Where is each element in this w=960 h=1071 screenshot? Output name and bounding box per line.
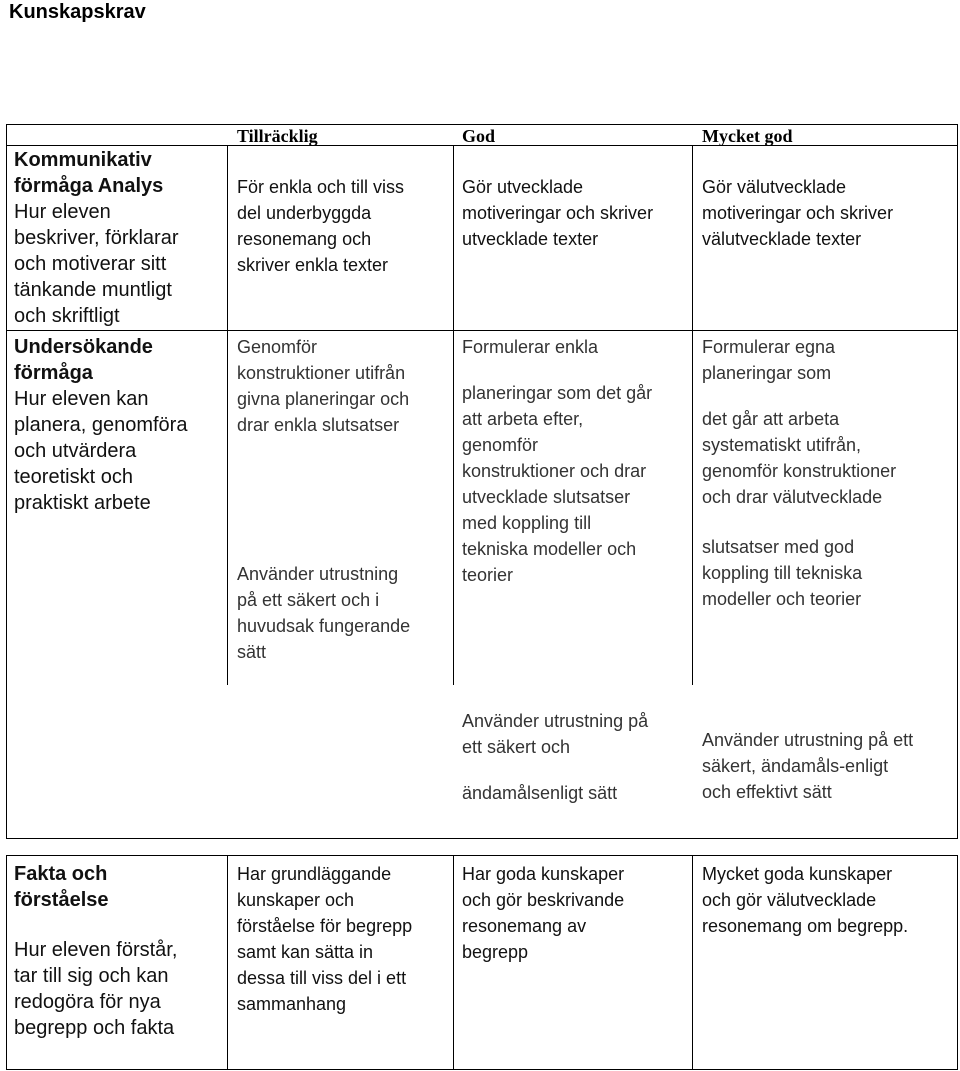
heading-line: Fakta och [14,863,108,885]
cell-line: systematiskt utifrån, [702,435,862,455]
cell-line: Använder utrustning på [462,711,649,731]
cell-line: del underbyggda [237,203,372,223]
cell-line: planeringar som [702,363,832,383]
cell-line: konstruktioner och drar [462,461,647,481]
cell-line: Gör utvecklade [462,177,584,197]
cell-investigative-mycket-god-planning [702,406,896,510]
cell-line: genomför [462,435,539,455]
heading-line: förmåga [14,362,93,384]
column-header-god: God [462,126,496,146]
heading-line: Kommunikativ [14,149,152,171]
cell-line: Har grundläggande [237,864,392,884]
cell-line: utvecklade slutsatser [462,487,631,507]
cell-line: resonemang och [237,229,372,249]
desc-line: och skriftligt [14,305,120,327]
table-divider [453,145,454,685]
cell-line: genomför konstruktioner [702,461,897,481]
cell-line: och drar välutvecklade [702,487,883,507]
row-heading-investigative [14,334,153,386]
cell-line: förståelse för begrepp [237,916,413,936]
cell-line: planeringar som det går [462,383,653,403]
cell-line: Formulerar enkla [462,337,599,357]
cell-line: det går att arbeta [702,409,840,429]
page-title: Kunskapskrav [9,1,146,23]
cell-line: För enkla och till viss [237,177,405,197]
desc-line: praktiskt arbete [14,492,151,514]
desc-line: beskriver, förklarar [14,227,179,249]
cell-line: dessa till viss del i ett [237,968,407,988]
cell-communication-god [462,174,653,252]
cell-line: huvudsak fungerande [237,616,411,636]
desc-line: tänkande muntligt [14,279,172,301]
cell-line: begrepp [462,942,529,962]
cell-line: utvecklade texter [462,229,599,249]
cell-line: på ett säkert och i [237,590,380,610]
cell-line: sätt [237,642,267,662]
heading-line: Undersökande [14,336,153,358]
cell-investigative-god-equipment-end [462,780,617,806]
cell-line: ändamålsenligt sätt [462,783,618,803]
cell-investigative-tillracklig-planning [237,334,409,438]
table-divider [227,855,228,1070]
cell-facts-mycket-god [702,861,908,939]
cell-line: Genomför [237,337,318,357]
cell-line: Använder utrustning på ett [702,730,914,750]
cell-line: sammanhang [237,994,347,1014]
row-heading-communication [14,147,163,199]
cell-line: att arbeta efter, [462,409,584,429]
cell-line: koppling till tekniska [702,563,863,583]
cell-line: Mycket goda kunskaper [702,864,893,884]
cell-investigative-mycket-god-conclusions [702,534,862,612]
cell-line: modeller och teorier [702,589,862,609]
cell-investigative-mycket-god-intro [702,334,835,386]
row-desc-communication [14,199,179,329]
cell-line: teorier [462,565,514,585]
cell-line: kunskaper och [237,890,355,910]
cell-line: och effektivt sätt [702,782,832,802]
cell-facts-tillracklig [237,861,412,1017]
cell-line: Gör välutvecklade [702,177,847,197]
cell-line: motiveringar och skriver [702,203,894,223]
desc-line: och motiverar sitt [14,253,167,275]
desc-line: redogöra för nya [14,991,161,1013]
cell-line: samt kan sätta in [237,942,374,962]
cell-line: konstruktioner utifrån [237,363,406,383]
row-desc-facts [14,937,177,1041]
table-divider [692,145,693,685]
desc-line: Hur eleven kan [14,388,149,410]
cell-line: skriver enkla texter [237,255,389,275]
cell-line: resonemang av [462,916,587,936]
column-header-tillracklig: Tillräcklig [237,126,318,146]
table-divider [227,145,228,685]
table-divider [453,855,454,1070]
row-heading-facts [14,861,109,913]
cell-line: och gör välutvecklade [702,890,877,910]
cell-investigative-god-equipment [462,708,648,760]
cell-facts-god [462,861,624,965]
desc-line: teoretiskt och [14,466,133,488]
cell-investigative-mycket-god-equipment [702,727,913,805]
cell-communication-mycket-god [702,174,893,252]
desc-line: planera, genomföra [14,414,188,436]
cell-communication-tillracklig [237,174,404,278]
cell-investigative-tillracklig-equipment [237,561,410,665]
cell-line: givna planeringar och [237,389,410,409]
cell-investigative-god-planning [462,380,652,588]
desc-line: tar till sig och kan [14,965,169,987]
cell-line: slutsatser med god [702,537,855,557]
desc-line: och utvärdera [14,440,137,462]
row-desc-investigative [14,386,187,516]
heading-line: förståelse [14,889,109,911]
row-rule [6,330,958,331]
desc-line: Hur eleven förstår, [14,939,178,961]
table-divider [692,855,693,1070]
cell-line: resonemang om begrepp. [702,916,909,936]
cell-line: och gör beskrivande [462,890,625,910]
cell-investigative-god-intro [462,334,598,360]
desc-line: begrepp och fakta [14,1017,175,1039]
cell-line: tekniska modeller och [462,539,637,559]
heading-line: förmåga Analys [14,175,164,197]
cell-line: med koppling till [462,513,592,533]
cell-line: Formulerar egna [702,337,836,357]
cell-line: Använder utrustning [237,564,399,584]
cell-line: ett säkert och [462,737,571,757]
cell-line: välutvecklade texter [702,229,862,249]
cell-line: drar enkla slutsatser [237,415,400,435]
column-header-mycket-god: Mycket god [702,126,793,146]
cell-line: Har goda kunskaper [462,864,625,884]
desc-line: Hur eleven [14,201,111,223]
cell-line: säkert, ändamåls-enligt [702,756,889,776]
cell-line: motiveringar och skriver [462,203,654,223]
